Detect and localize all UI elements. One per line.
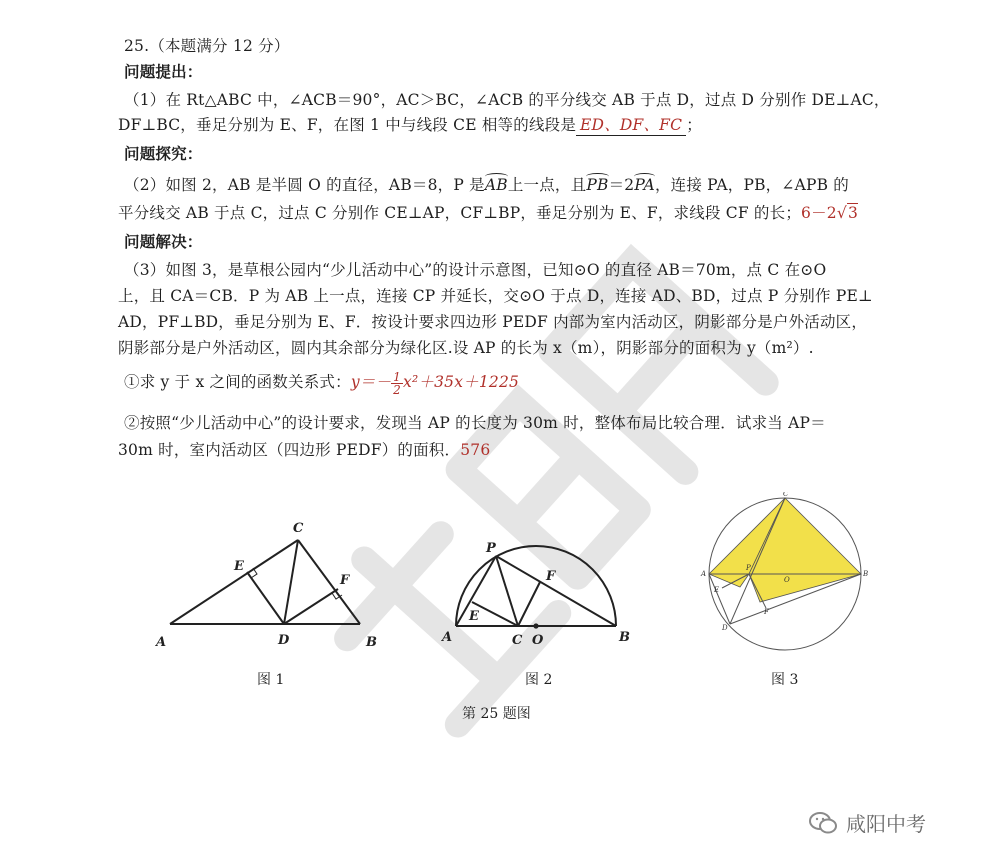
watermark-graphic [170, 120, 890, 840]
q2-line1-mid: 上一点，且 [507, 176, 587, 194]
fig1-label-a: A [156, 635, 167, 650]
q1-line2 [118, 113, 702, 136]
q2-line2-text: 平分线交 AB 于点 C，过点 C 分别作 CE⊥AP，CF⊥BP，垂足分别为 E、F，求线段 CF 的长； [118, 204, 802, 222]
wechat-icon [808, 810, 838, 836]
q2-line1-post: ，连接 PA，PB，∠APB 的 [654, 176, 850, 194]
fig2-label-e: E [469, 609, 479, 624]
section2-title: 问题探究： [124, 145, 203, 163]
q2-answer-b: 3 [847, 204, 858, 222]
footer-label: 咸阳中考 [846, 812, 926, 836]
q2-line1-pre: （2）如图 2，AB 是半圆 O 的直径，AB＝8，P 是 [124, 176, 485, 194]
fig1-label-c: C [293, 521, 304, 536]
fig3-shade-right [749, 498, 861, 602]
fig2-label-c: C [512, 633, 523, 648]
figure-3 [700, 492, 870, 662]
q3b-line2-text: 30m 时，室内活动区（四边形 PEDF）的面积． [118, 441, 461, 459]
q2-answer-a: 6－2 [801, 204, 837, 222]
fig1-label-b: B [366, 635, 377, 650]
q3a-lhs: y＝－ [350, 373, 392, 391]
arc-ab: AB [484, 176, 508, 194]
q2-line2 [118, 201, 858, 223]
fig1-label-f: F [340, 573, 350, 588]
q3a-rhs: x²＋35x＋1225 [403, 373, 520, 391]
q2-answer: 6－2√3 [801, 204, 858, 222]
fig3-label-e: E [714, 586, 720, 594]
q1-line2-post: ； [686, 116, 702, 134]
figure-1 [150, 512, 390, 657]
arc-pb: PB [586, 176, 609, 194]
q3b-answer: 576 [460, 441, 491, 459]
q3a-text: ①求 y 于 x 之间的函数关系式： [124, 373, 351, 391]
q1-answer: ED、DF、FC [580, 116, 683, 134]
fig2-caption: 图 2 [525, 672, 553, 688]
fig2-label-f: F [546, 569, 556, 584]
q2-line1-eq: ＝2 [608, 176, 635, 194]
fig3-label-b: B [863, 570, 869, 578]
q3b-line1: ②按照“少儿活动中心”的设计要求，发现当 AP 的长度为 30m 时，整体布局比较合理．试求当 AP＝ [124, 414, 826, 432]
q3-line3: AD，PF⊥BD，垂足分别为 E、F．按设计要求四边形 PEDF 内部为室内活动区，阴影部分是户外活动区， [118, 313, 868, 331]
fig2-label-a: A [442, 630, 453, 645]
watermark [170, 120, 890, 840]
fig1-segment-cd [284, 540, 298, 624]
q3-line4: 阴影部分是户外活动区，圆内其余部分为绿化区.设 AP 的长为 x（m），阴影部分的面积为 y（m²）. [118, 339, 814, 357]
section3-title: 问题解决： [124, 233, 203, 251]
fig3-label-d: D [722, 624, 728, 632]
fig2-label-b: B [619, 630, 630, 645]
problem-heading: 25.（本题满分 12 分） [124, 37, 290, 55]
fig3-caption: 图 3 [771, 672, 799, 688]
fig3-label-f: F [764, 608, 769, 616]
figure-group-caption: 第 25 题图 [462, 706, 531, 722]
arc-pa: PA [634, 176, 655, 194]
fig3-label-c: C [783, 492, 789, 498]
fig3-label-p: P [746, 564, 751, 572]
q3-line1: （3）如图 3，是草根公园内“少儿活动中心”的设计示意图，已知⊙O 的直径 AB＝70m，点 C 在⊙O [124, 261, 827, 279]
section1-title: 问题提出： [124, 63, 203, 81]
q2-line1 [124, 173, 849, 195]
q3a-frac-den: 2 [393, 382, 402, 397]
fig1-segment-df [284, 589, 338, 624]
fig1-label-e: E [234, 559, 244, 574]
fig1-segment-de [247, 572, 284, 624]
fig3-label-a: A [701, 570, 707, 578]
fig1-segment-ac [170, 540, 298, 624]
q3a-answer [350, 369, 520, 397]
fig2-label-o: O [532, 633, 544, 648]
fig2-label-p: P [486, 541, 496, 556]
fig2-segment-cf [518, 582, 540, 626]
q3-line2: 上，且 CA＝CB．P 为 AB 上一点，连接 CP 并延长，交⊙O 于点 D，连接 AD、BD，过点 P 分别作 PE⊥ [118, 287, 873, 305]
q1-line1: （1）在 Rt△ABC 中，∠ACB＝90°，AC＞BC，∠ACB 的平分线交 AB 于点 D，过点 D 分别作 DE⊥AC， [124, 91, 890, 109]
fig3-label-o: O [784, 576, 790, 584]
fig1-caption: 图 1 [257, 672, 285, 688]
q1-answer-blank [576, 113, 686, 136]
q3a-frac-num: 1 [393, 369, 402, 384]
fig1-segment-bc [298, 540, 360, 624]
fig1-label-d: D [278, 633, 290, 648]
q3b-line2 [118, 438, 490, 460]
footer-logo[interactable] [808, 808, 926, 837]
q1-line2-text: DF⊥BC，垂足分别为 E、F，在图 1 中与线段 CE 相等的线段是 [118, 116, 577, 134]
fig2-center-o [533, 623, 538, 628]
figure-2 [436, 538, 636, 648]
q3a-fraction [391, 371, 403, 396]
q3a-line [124, 370, 519, 396]
